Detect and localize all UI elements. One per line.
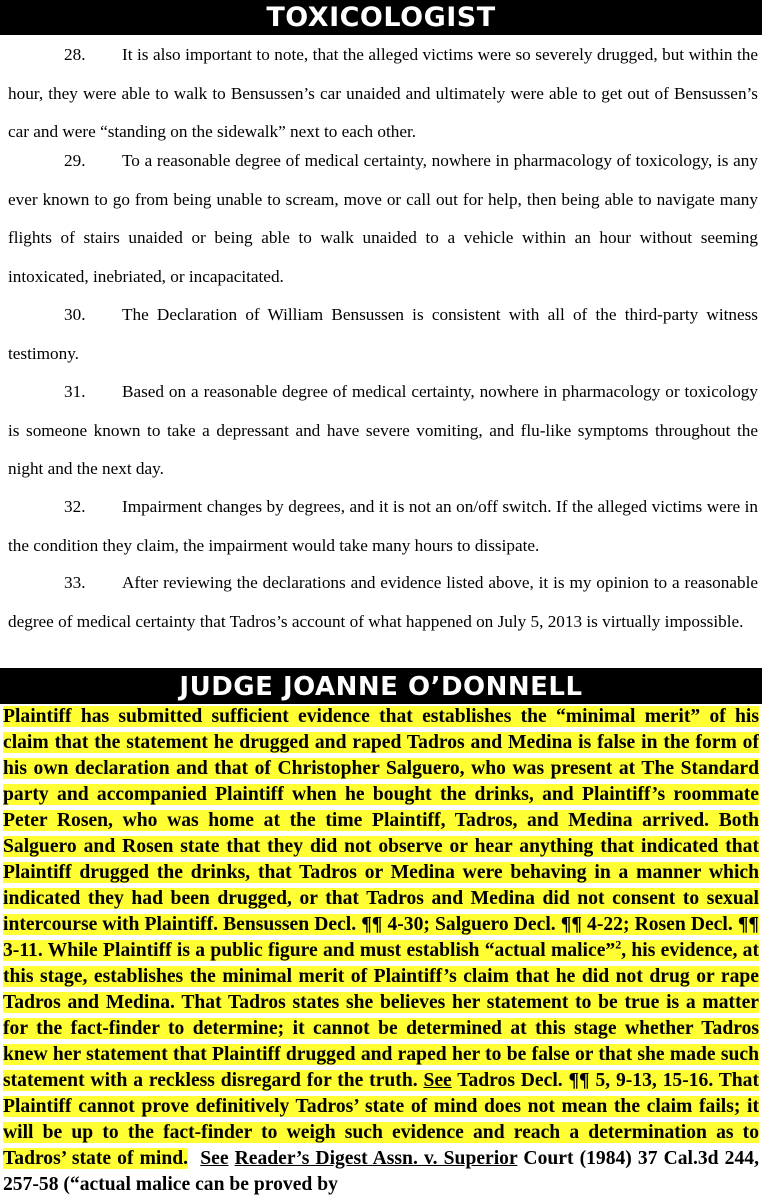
paragraph-number: 30.	[64, 305, 86, 324]
judge-banner: JUDGE JOANNE O’DONNELL	[0, 668, 762, 704]
paragraph-number: 28.	[64, 45, 86, 64]
paragraph-29	[8, 142, 758, 296]
see-signal-2: See	[200, 1148, 229, 1169]
paragraph-number: 29.	[64, 151, 86, 170]
paragraph-text: After reviewing the declarations and evidence listed above, it is my opinion to a reasonable degree of medical certainty that Tadros’s account of what happened on July 5, 2013 is virtually impossible.	[8, 573, 758, 631]
case-citation: Reader’s Digest Assn. v. Superior	[234, 1148, 518, 1169]
paragraph-text: It is also important to note, that the alleged victims were so severely drugged, but within the hour, they were able to walk to Bensussen’s car unaided and ultimately were able to get out of Bensussen’s car and were “standing on the sidewalk” next to each other.	[8, 45, 758, 141]
ruling-text-part4: Court (1984) 37 Cal.3d 244, 257-58 (“actual malice can be proved by	[3, 1148, 759, 1195]
ruling-highlighted-text	[3, 706, 759, 1169]
toxicologist-banner: TOXICOLOGIST	[0, 0, 762, 35]
paragraph-32	[8, 488, 758, 565]
ruling-excerpt	[3, 704, 759, 1200]
paragraph-text: Based on a reasonable degree of medical certainty, nowhere in pharmacology or toxicology is someone known to take a depressant and have severe vomiting, and flu-like symptoms throughout the night and the next day.	[8, 382, 758, 478]
paragraph-30	[8, 296, 758, 373]
paragraph-33	[8, 564, 758, 641]
ruling-text-part3: Tadros Decl. ¶¶ 5, 9-13, 15-16. That Plaintiff cannot prove definitively Tadros’ state of mind does not mean the claim fails; it will be up to the fact-finder to weigh such evidence and reach a determination as to Tadros’ state of mind.	[3, 1070, 759, 1169]
paragraph-number: 32.	[64, 497, 86, 516]
paragraph-28	[8, 36, 758, 152]
paragraph-31	[8, 373, 758, 489]
paragraph-text: Impairment changes by degrees, and it is not an on/off switch. If the alleged victims were in the condition they claim, the impairment would take many hours to dissipate.	[8, 497, 758, 555]
footnote-marker: 2	[615, 937, 622, 952]
paragraph-text: To a reasonable degree of medical certainty, nowhere in pharmacology of toxicology, is any ever known to go from being unable to scream, move or call out for help, then being able to navigate many flights of stairs unaided or being able to walk unaided to a vehicle within an hour without seeming intoxicated, inebriated, or incapacitated.	[8, 151, 758, 286]
paragraph-number: 33.	[64, 573, 86, 592]
see-signal: See	[423, 1070, 452, 1091]
ruling-text-part1: Plaintiff has submitted sufficient evidence that establishes the “minimal merit” of his claim that the statement he drugged and raped Tadros and Medina is false in the form of his own declaration and that of Christopher Salguero, who was present at The Standard party and accompanied Plaintiff when he bought the drinks, and Plaintiff’s roommate Peter Rosen, who was home at the time Plaintiff, Tadros, and Medina arrived. Both Salguero and Rosen state that they did not observe or hear anything that indicated that Plaintiff drugged the drinks, that Tadros or Medina were behaving in a manner which indicated they had been drugged, or that Tadros and Medina did not consent to sexual intercourse with Plaintiff. Bensussen Decl. ¶¶ 4-30; Salguero Decl. ¶¶ 4-22; Rosen Decl. ¶¶ 3-11. While Plaintiff is a public figure and must establish “actual malice”	[3, 706, 759, 961]
ruling-text-part2: , his evidence, at this stage, establishes the minimal merit of Plaintiff’s claim that he did not drug or rape Tadros and Medina. That Tadros states she believes her statement to be true is a matter for the fact-finder to determine; it cannot be determined at this stage whether Tadros knew her statement that Plaintiff drugged and raped her to be false or that she made such statement with a reckless disregard for the truth.	[3, 940, 759, 1091]
paragraph-text: The Declaration of William Bensussen is consistent with all of the third-party witness testimony.	[8, 305, 758, 363]
paragraph-number: 31.	[64, 382, 86, 401]
